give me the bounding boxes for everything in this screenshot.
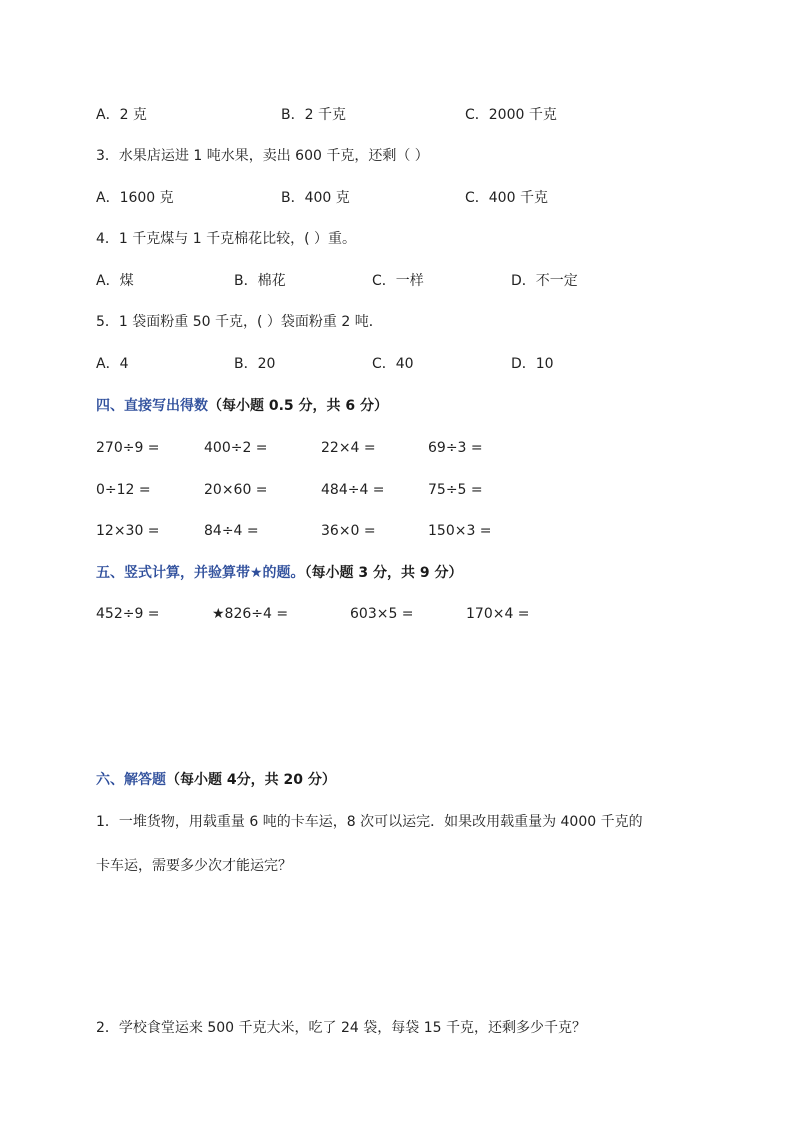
- q5-option-b: B．20: [234, 356, 276, 372]
- q5-option-a: A．4: [96, 356, 129, 372]
- q4-option-a: A．煤: [96, 273, 134, 289]
- section5-heading: [96, 564, 463, 582]
- section5-note: （每小题 3 分，共 9 分）: [304, 565, 463, 581]
- calc-item: 0÷12 =: [96, 482, 151, 498]
- calc-item: 270÷9 =: [96, 440, 160, 456]
- q3-option-c: C．400 千克: [465, 190, 548, 206]
- calc-item: 69÷3 =: [428, 440, 483, 456]
- q2-option-b: B．2 千克: [281, 107, 346, 123]
- calc-item: 75÷5 =: [428, 482, 483, 498]
- section6-heading: [96, 771, 336, 789]
- calc-item: 22×4 =: [321, 440, 376, 456]
- calc-item: 400÷2 =: [204, 440, 268, 456]
- calc-item: 84÷4 =: [204, 523, 259, 539]
- section4-title: 四、直接写出得数: [96, 398, 208, 414]
- q3-option-b: B．400 克: [281, 190, 350, 206]
- calc-item: 36×0 =: [321, 523, 376, 539]
- word-problem-1-line2: 卡车运，需要多少次才能运完？: [96, 858, 292, 874]
- calc-item: 12×30 =: [96, 523, 160, 539]
- section5-title: 五、竖式计算，并验算带★的题。: [96, 565, 305, 581]
- q5-option-d: D．10: [511, 356, 554, 372]
- q2-option-a: A．2 克: [96, 107, 147, 123]
- section6-title: 六、解答题: [96, 772, 166, 788]
- q2-option-c: C．2000 千克: [465, 107, 557, 123]
- calc-item: 484÷4 =: [321, 482, 385, 498]
- calc-item: 150×3 =: [428, 523, 492, 539]
- section4-note: （每小题 0.5 分，共 6 分）: [208, 398, 389, 414]
- q4-stem: 4．1 千克煤与 1 千克棉花比较，( ）重。: [96, 231, 356, 247]
- q4-option-d: D．不一定: [511, 273, 578, 289]
- q4-option-c: C．一样: [372, 273, 424, 289]
- vertical-calc-item: 603×5 =: [350, 606, 414, 622]
- q5-option-c: C．40: [372, 356, 414, 372]
- word-problem-2: 2．学校食堂运来 500 千克大米，吃了 24 袋，每袋 15 千克，还剩多少千克？: [96, 1020, 586, 1036]
- section4-heading: [96, 397, 388, 415]
- q3-stem: 3．水果店运进 1 吨水果，卖出 600 千克，还剩（ ）: [96, 148, 429, 164]
- vertical-calc-item: 170×4 =: [466, 606, 530, 622]
- q5-stem: 5．1 袋面粉重 50 千克，( ）袋面粉重 2 吨．: [96, 314, 383, 330]
- q4-option-b: B．棉花: [234, 273, 286, 289]
- section6-note: （每小题 4分，共 20 分）: [166, 772, 336, 788]
- vertical-calc-item: ★826÷4 =: [212, 606, 289, 622]
- word-problem-1-line1: 1．一堆货物，用载重量 6 吨的卡车运，8 次可以运完．如果改用载重量为 4000 千克的: [96, 814, 643, 830]
- q3-option-a: A．1600 克: [96, 190, 174, 206]
- calc-item: 20×60 =: [204, 482, 268, 498]
- vertical-calc-item: 452÷9 =: [96, 606, 160, 622]
